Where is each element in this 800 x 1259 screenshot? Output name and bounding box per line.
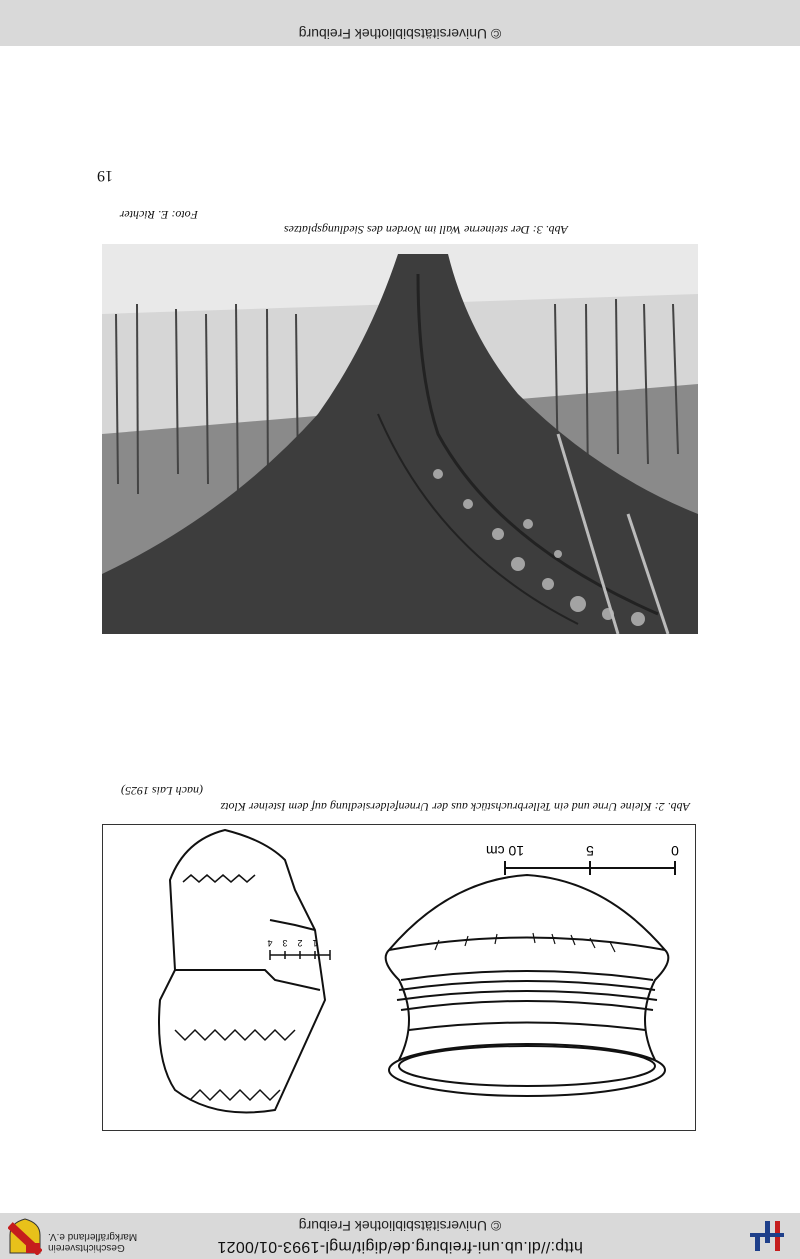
figure-2-source: (nach Lais 1925) <box>121 784 203 798</box>
organization-line-2: Markgräflerland e.V. <box>48 1231 138 1242</box>
scale-bar-large <box>505 861 675 875</box>
scale-small-3: 3 <box>282 938 288 948</box>
organization-name <box>48 1231 168 1253</box>
figure-2-drawing <box>102 824 696 1131</box>
scale-small-1: 1 <box>312 938 318 948</box>
viewer-footer-bar <box>0 0 800 46</box>
figure-3-credit: Foto: E. Richter <box>119 208 198 222</box>
figure-2-caption: Abb. 2: Kleine Urne und ein Tellerbruchstück aus der Urnenfeldersiedlung auf dem Isteiner Klotz <box>220 800 690 814</box>
coat-of-arms-icon <box>8 1217 42 1255</box>
plate-fragment-outline <box>159 830 325 1113</box>
university-library-logo-icon <box>746 1219 786 1253</box>
organization-line-1: Geschichtsverein <box>48 1242 125 1253</box>
scale-small-2: 2 <box>297 938 303 948</box>
document-url[interactable]: http://dl.ub.uni-freiburg.de/digit/mgl-1993-01/0021 <box>217 1238 583 1255</box>
page-number: 19 <box>97 167 113 184</box>
urn-drawing-image <box>103 825 695 1130</box>
figure-3-caption: Abb. 3: Der steinerne Wall im Norden des Siedlungsplatzes <box>283 223 568 237</box>
viewer-header-bar <box>0 1213 800 1259</box>
copyright-text: © Universitätsbibliothek Freiburg <box>298 1218 502 1234</box>
figure-3-photo <box>102 244 698 634</box>
scale-small-4: 4 <box>267 938 273 948</box>
stone-wall-photo-image <box>102 244 698 634</box>
scale-large-0: 0 <box>671 843 679 859</box>
urn-outline <box>386 875 669 1096</box>
footer-copyright-text: © Universitätsbibliothek Freiburg <box>298 26 502 42</box>
scale-large-10cm: 10 cm <box>485 843 525 859</box>
scale-large-5: 5 <box>586 843 594 859</box>
